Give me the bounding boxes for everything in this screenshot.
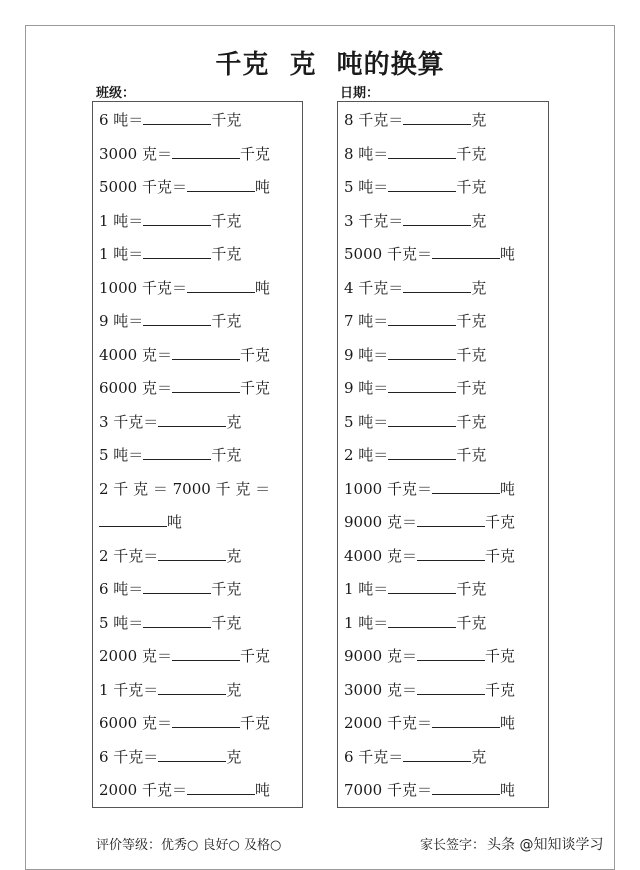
problem-prompt: 5 吨＝ (344, 178, 389, 196)
answer-blank[interactable] (143, 311, 211, 326)
conversion-problem (344, 412, 486, 432)
problem-prompt: 2000 千克＝ (344, 714, 432, 732)
problem-prompt: 6000 克＝ (99, 714, 172, 732)
conversion-problem (344, 780, 515, 800)
problem-prompt: 5000 千克＝ (344, 245, 432, 263)
answer-blank[interactable] (143, 211, 211, 226)
answer-blank[interactable] (417, 546, 485, 561)
answer-blank[interactable] (388, 144, 456, 159)
answer-blank[interactable] (143, 613, 211, 628)
answer-blank[interactable] (187, 780, 255, 795)
problem-prompt: 9000 克＝ (344, 647, 417, 665)
conversion-problem (344, 479, 515, 499)
answer-blank[interactable] (388, 378, 456, 393)
answer-blank[interactable] (388, 345, 456, 360)
parent-signature-label: 家长签字： (420, 838, 486, 853)
conversion-problem (344, 278, 486, 298)
problem-prompt: 4000 克＝ (344, 546, 417, 565)
answer-blank[interactable] (172, 713, 240, 728)
conversion-problem (99, 680, 241, 700)
conversion-problem (344, 613, 486, 633)
answer-unit: 千克 (456, 144, 487, 163)
problem-prompt: 1 吨＝ (99, 245, 144, 263)
answer-unit: 吨 (254, 278, 270, 297)
answer-unit: 克 (471, 211, 487, 230)
answer-unit: 千克 (456, 446, 487, 464)
answer-blank[interactable] (403, 747, 471, 762)
answer-unit: 吨 (499, 714, 515, 732)
problem-prompt: 5 吨＝ (99, 446, 144, 464)
answer-unit: 千克 (484, 680, 515, 699)
answer-unit: 千克 (211, 446, 242, 464)
answer-unit: 吨 (167, 513, 183, 531)
conversion-problem (344, 345, 486, 365)
problem-prompt: 2000 千克＝ (99, 781, 187, 799)
answer-unit: 千克 (484, 513, 515, 531)
answer-blank[interactable] (143, 110, 211, 125)
conversion-problem (99, 713, 270, 733)
problem-prompt: 1000 千克＝ (344, 479, 432, 498)
conversion-problem (99, 780, 270, 800)
problem-prompt: 9 吨＝ (344, 379, 389, 397)
rating-line: 评价等级：优秀○ 良好○ 及格○ (96, 838, 282, 853)
problem-prompt: 2 千 克 ＝ 7000 千 克 ＝ (99, 479, 271, 498)
problem-prompt: 3 千克＝ (99, 412, 159, 431)
answer-unit: 千克 (211, 111, 242, 129)
answer-blank[interactable] (388, 579, 456, 594)
problem-prompt: 6 吨＝ (99, 111, 144, 129)
answer-blank[interactable] (158, 412, 226, 427)
conversion-problem (344, 378, 486, 398)
problem-prompt: 6 吨＝ (99, 580, 144, 598)
answer-blank[interactable] (388, 311, 456, 326)
conversion-problem (99, 244, 241, 264)
watermark-text: 头条 @知知谈学习 (487, 834, 603, 854)
conversion-problem (344, 445, 486, 465)
date-label: 日期： (340, 86, 380, 101)
problem-prompt: 7 吨＝ (344, 312, 389, 330)
answer-blank[interactable] (143, 445, 211, 460)
answer-blank[interactable] (417, 646, 485, 661)
answer-blank[interactable] (403, 278, 471, 293)
problem-prompt: 3 千克＝ (344, 211, 404, 230)
problem-prompt: 6 千克＝ (344, 747, 404, 766)
answer-unit: 克 (471, 278, 487, 297)
answer-unit: 克 (471, 111, 487, 129)
conversion-problem (99, 345, 270, 365)
class-label: 班级： (96, 86, 136, 101)
answer-blank[interactable] (187, 177, 255, 192)
answer-blank[interactable] (417, 512, 485, 527)
answer-unit: 吨 (499, 781, 515, 799)
conversion-problem (99, 311, 241, 331)
answer-unit: 吨 (499, 245, 515, 263)
answer-blank[interactable] (187, 278, 255, 293)
problem-prompt: 3000 克＝ (344, 680, 417, 699)
answer-unit: 千克 (211, 613, 242, 632)
conversion-problem (344, 110, 486, 130)
conversion-problem (99, 613, 241, 633)
conversion-problem (344, 713, 515, 733)
answer-blank[interactable] (388, 177, 456, 192)
answer-unit: 千克 (456, 613, 487, 632)
answer-blank[interactable] (432, 244, 500, 259)
problem-prompt: 8 千克＝ (344, 111, 404, 129)
answer-unit: 克 (226, 747, 242, 766)
answer-unit: 千克 (456, 412, 487, 431)
answer-blank[interactable] (158, 747, 226, 762)
answer-unit: 千克 (239, 144, 270, 163)
answer-blank[interactable] (432, 780, 500, 795)
conversion-problem (344, 144, 486, 164)
answer-blank[interactable] (143, 579, 211, 594)
answer-blank[interactable] (172, 144, 240, 159)
conversion-problem (99, 445, 241, 465)
problem-prompt: 2 千克＝ (99, 546, 159, 565)
problem-prompt: 6 千克＝ (99, 747, 159, 766)
answer-blank[interactable] (403, 211, 471, 226)
answer-unit: 千克 (484, 647, 515, 665)
answer-blank[interactable] (432, 479, 500, 494)
answer-unit: 千克 (211, 211, 242, 230)
answer-unit: 千克 (239, 379, 270, 397)
problem-prompt: 1 吨＝ (344, 613, 389, 632)
answer-unit: 克 (226, 412, 242, 431)
conversion-problem (344, 244, 515, 264)
problem-prompt: 5000 千克＝ (99, 178, 187, 196)
answer-unit: 千克 (211, 580, 242, 598)
conversion-problem (99, 747, 241, 767)
problem-prompt: 2 吨＝ (344, 446, 389, 464)
answer-unit: 克 (226, 546, 242, 565)
page-title: 千克 克 吨的换算 (215, 50, 445, 80)
answer-blank[interactable] (388, 613, 456, 628)
answer-unit: 千克 (211, 312, 242, 330)
answer-blank[interactable] (172, 378, 240, 393)
conversion-problem (99, 512, 182, 532)
answer-blank[interactable] (417, 680, 485, 695)
answer-unit: 千克 (456, 379, 487, 397)
conversion-problem (344, 211, 486, 231)
conversion-problem (99, 278, 270, 298)
conversion-problem (99, 546, 241, 566)
answer-unit: 千克 (456, 580, 487, 598)
conversion-problem (99, 579, 241, 599)
problem-prompt: 9000 克＝ (344, 513, 417, 531)
answer-unit: 千克 (456, 178, 487, 196)
answer-unit: 吨 (254, 178, 270, 196)
right-problem-column (337, 101, 549, 808)
problem-prompt: 2000 克＝ (99, 647, 172, 665)
conversion-problem (99, 378, 270, 398)
answer-blank[interactable] (432, 713, 500, 728)
conversion-problem (344, 311, 486, 331)
problem-prompt: 4000 克＝ (99, 345, 172, 364)
answer-blank[interactable] (388, 445, 456, 460)
problem-prompt: 9 吨＝ (344, 345, 389, 364)
conversion-problem (99, 646, 270, 666)
conversion-problem (99, 110, 241, 130)
conversion-problem (344, 747, 486, 767)
answer-blank[interactable] (403, 110, 471, 125)
answer-unit: 吨 (254, 781, 270, 799)
answer-blank[interactable] (388, 412, 456, 427)
answer-unit: 克 (471, 747, 487, 766)
problem-prompt: 1 吨＝ (344, 580, 389, 598)
conversion-problem (99, 412, 241, 432)
conversion-problem (344, 646, 515, 666)
problem-prompt: 6000 克＝ (99, 379, 172, 397)
answer-unit: 千克 (239, 647, 270, 665)
answer-unit: 千克 (456, 345, 487, 364)
answer-unit: 吨 (499, 479, 515, 498)
conversion-problem (344, 546, 515, 566)
problem-prompt: 5 吨＝ (344, 412, 389, 431)
answer-unit: 千克 (239, 345, 270, 364)
answer-unit: 千克 (484, 546, 515, 565)
answer-blank[interactable] (143, 244, 211, 259)
conversion-problem (344, 680, 515, 700)
answer-blank[interactable] (99, 512, 167, 527)
answer-unit: 克 (226, 680, 242, 699)
answer-blank[interactable] (158, 546, 226, 561)
problem-prompt: 1 千克＝ (99, 680, 159, 699)
problem-prompt: 1 吨＝ (99, 211, 144, 230)
problem-prompt: 4 千克＝ (344, 278, 404, 297)
answer-blank[interactable] (172, 646, 240, 661)
answer-blank[interactable] (172, 345, 240, 360)
conversion-problem (99, 211, 241, 231)
conversion-problem (99, 177, 270, 197)
problem-prompt: 3000 克＝ (99, 144, 172, 163)
answer-unit: 千克 (239, 714, 270, 732)
problem-prompt: 5 吨＝ (99, 613, 144, 632)
left-problem-column (92, 101, 303, 808)
answer-unit: 千克 (211, 245, 242, 263)
problem-prompt: 7000 千克＝ (344, 781, 432, 799)
conversion-problem (99, 479, 270, 499)
answer-blank[interactable] (158, 680, 226, 695)
conversion-problem (344, 177, 486, 197)
problem-prompt: 1000 千克＝ (99, 278, 187, 297)
answer-unit: 千克 (456, 312, 487, 330)
problem-prompt: 9 吨＝ (99, 312, 144, 330)
conversion-problem (344, 512, 515, 532)
conversion-problem (344, 579, 486, 599)
conversion-problem (99, 144, 270, 164)
problem-prompt: 8 吨＝ (344, 144, 389, 163)
